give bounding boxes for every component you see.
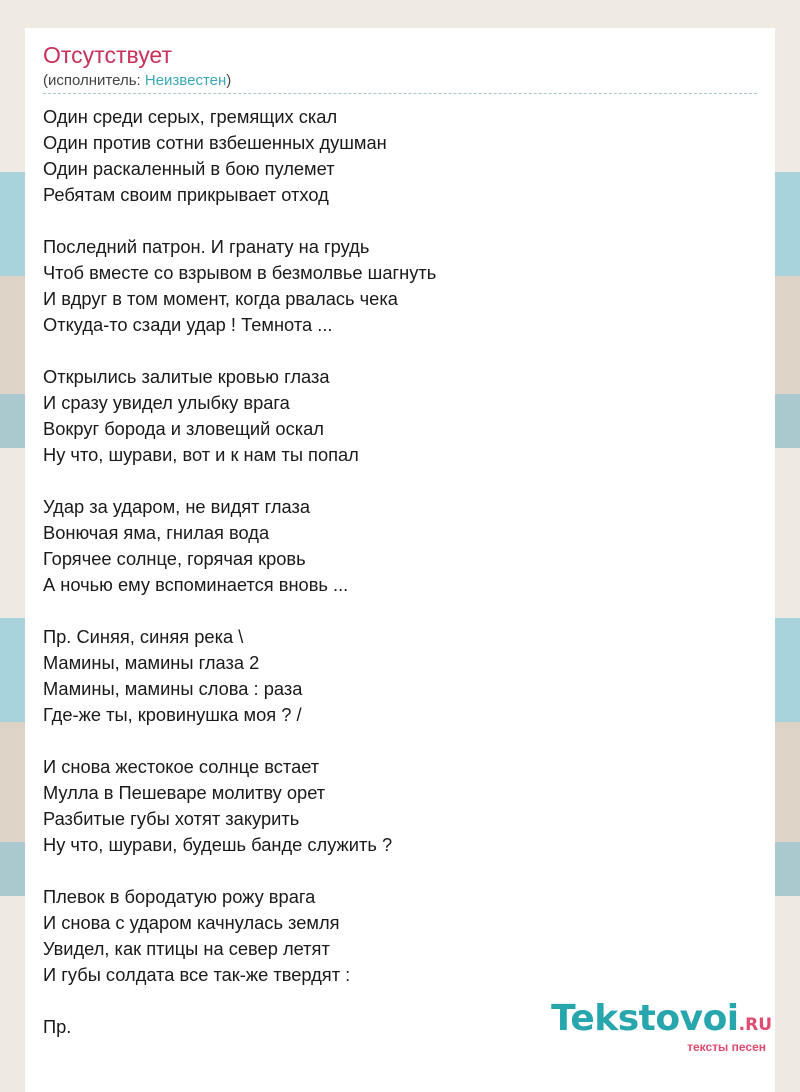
lyric-line: И вдруг в том момент, когда рвалась чека (43, 288, 398, 309)
stanza-gap (43, 468, 436, 494)
lyric-line: А ночью ему вспоминается вновь ... (43, 574, 349, 595)
lyric-line: Ну что, шурави, вот и к нам ты попал (43, 444, 359, 465)
lyric-line: Открылись залитые кровью глаза (43, 366, 330, 387)
lyric-line: Мамины, мамины слова : раза (43, 678, 303, 699)
lyric-line: И губы солдата все так-же твердят : (43, 964, 351, 985)
lyric-line: Вонючая яма, гнилая вода (43, 522, 270, 543)
lyric-line: И сразу увидел улыбку врага (43, 392, 290, 413)
lyric-line: Увидел, как птицы на север летят (43, 938, 330, 959)
lyric-line: И снова с ударом качнулась земля (43, 912, 340, 933)
logo-name: Tekstovoi (551, 998, 739, 1039)
lyric-line: И снова жестокое солнце встает (43, 756, 320, 777)
lyric-line: Один против сотни взбешенных душман (43, 132, 387, 153)
lyric-line: Один среди серых, гремящих скал (43, 106, 338, 127)
song-title: Отсутствует (43, 42, 172, 68)
lyric-line: Мулла в Пешеваре молитву орет (43, 782, 326, 803)
lyrics-card (25, 28, 775, 1092)
stanza-gap (43, 858, 436, 884)
lyric-line: Чтоб вместе со взрывом в безмолвье шагнуть (43, 262, 437, 283)
stanza-gap (43, 208, 436, 234)
artist-line (43, 72, 231, 89)
lyric-line: Один раскаленный в бою пулемет (43, 158, 335, 179)
artist-link[interactable]: Неизвестен (144, 72, 227, 89)
lyric-line: Где-же ты, кровинушка моя ? / (43, 704, 302, 725)
stanza-gap (43, 988, 436, 1014)
artist-prefix: (исполнитель: (43, 72, 145, 89)
lyric-line: Ну что, шурави, будешь банде служить ? (43, 834, 393, 855)
lyric-line: Откуда-то сзади удар ! Темнота ... (43, 314, 333, 335)
stanza-gap (43, 598, 436, 624)
lyric-line: Удар за ударом, не видят глаза (43, 496, 311, 517)
site-logo[interactable] (551, 1000, 772, 1054)
lyric-line: Горячее солнце, горячая кровь (43, 548, 306, 569)
lyric-line: Ребятам своим прикрывает отход (43, 184, 329, 205)
artist-suffix: ) (226, 72, 232, 89)
lyric-line: Плевок в бородатую рожу врага (43, 886, 316, 907)
lyrics-text (43, 104, 436, 1040)
lyric-line: Последний патрон. И гранату на грудь (43, 236, 370, 257)
title-divider (43, 93, 757, 94)
stanza-gap (43, 728, 436, 754)
logo-tld: .RU (738, 1015, 772, 1035)
lyric-line: Вокруг борода и зловещий оскал (43, 418, 324, 439)
lyric-line: Пр. Синяя, синяя река \ (43, 626, 244, 647)
lyric-line: Пр. (43, 1016, 72, 1037)
logo-tagline: тексты песен (687, 1040, 766, 1054)
stanza-gap (43, 338, 436, 364)
lyric-line: Мамины, мамины глаза 2 (43, 652, 260, 673)
lyric-line: Разбитые губы хотят закурить (43, 808, 300, 829)
